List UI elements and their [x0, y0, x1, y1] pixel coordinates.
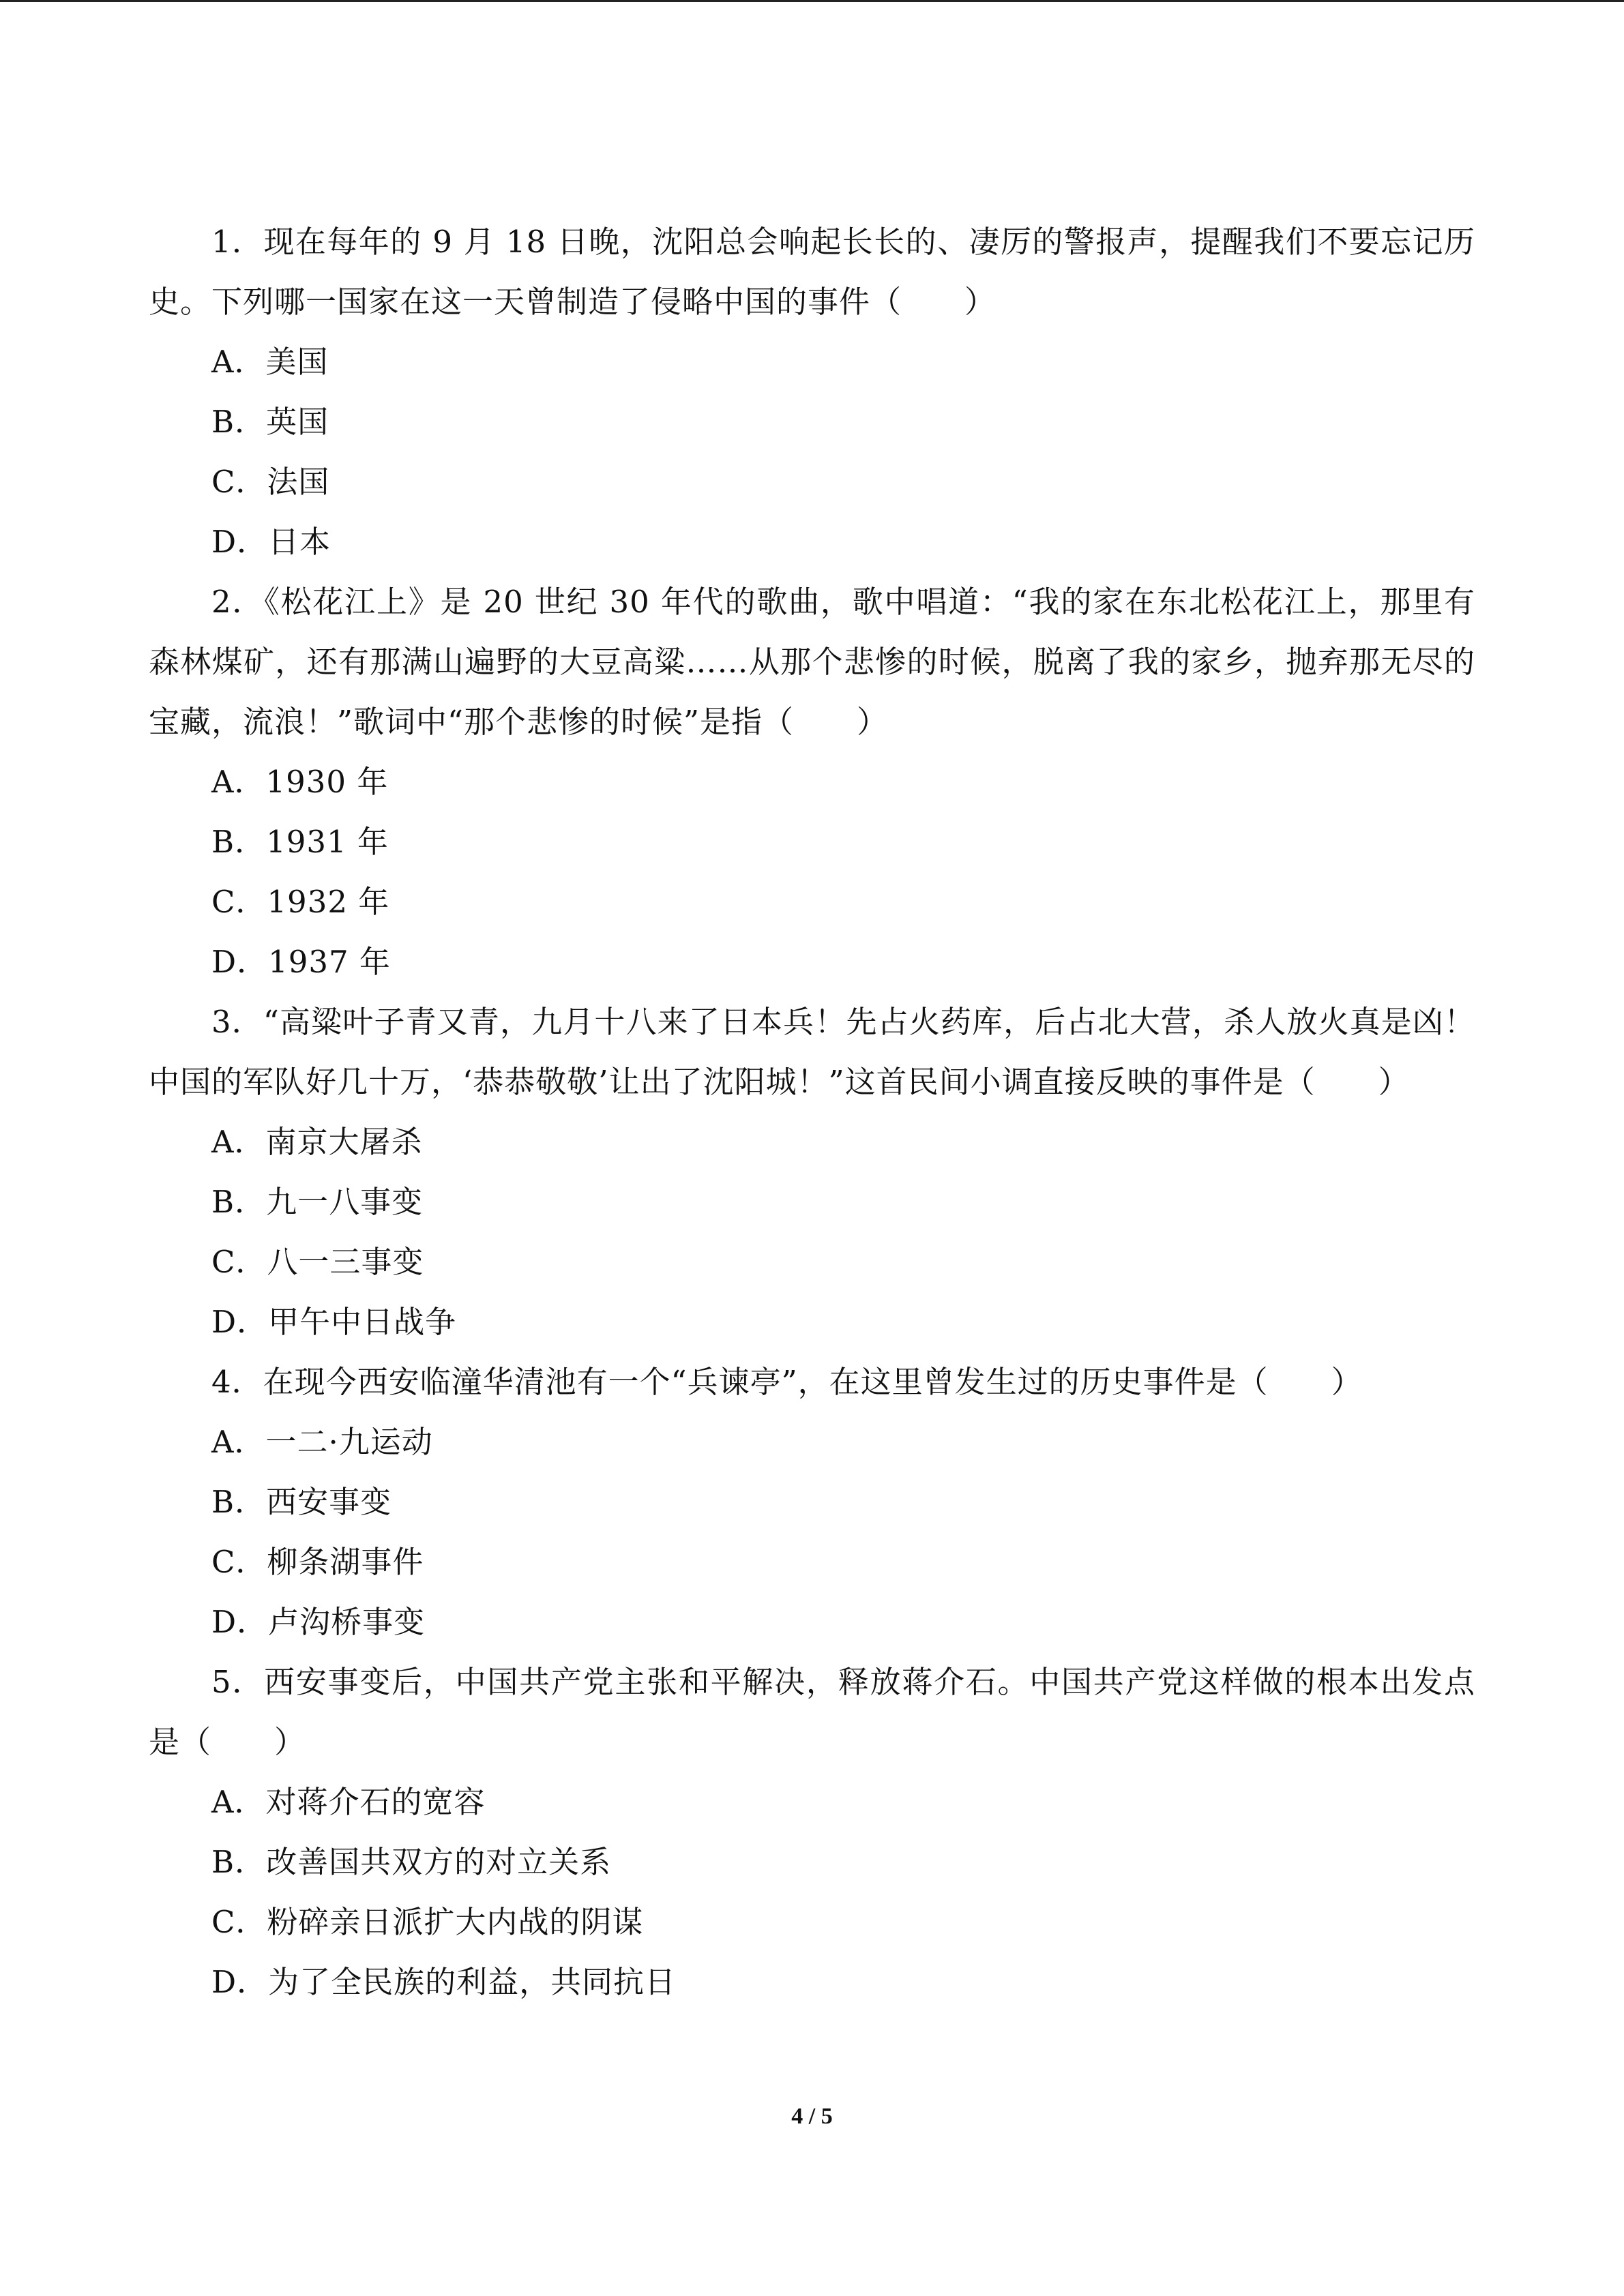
option-d: D．1937 年: [211, 944, 391, 980]
option-list: [149, 1112, 1475, 1352]
option-list: [149, 332, 1475, 572]
option-c: C．柳条湖事件: [211, 1544, 424, 1580]
option-b: B．1931 年: [211, 824, 389, 860]
option-c: C．八一三事变: [211, 1244, 424, 1280]
option-d: D．日本: [211, 524, 331, 560]
option-a: A．对蒋介石的宽容: [211, 1784, 486, 1820]
option-a: A．1930 年: [211, 764, 389, 800]
question-stem: 2．《松花江上》是 20 世纪 30 年代的歌曲，歌中唱道：“我的家在东北松花江上，那里有森林煤矿，还有那满山遍野的大豆高粱……从那个悲惨的时候，脱离了我的家乡，抛弃那无尽的宝藏，流浪！”歌词中“那个悲惨的时候”是指（ ）: [149, 584, 1475, 740]
page-number: 4 / 5: [791, 2104, 833, 2129]
option-list: [149, 1772, 1475, 2012]
question-5: [149, 1652, 1475, 2012]
option-d: D．为了全民族的利益，共同抗日: [211, 1964, 677, 2000]
question-4: [149, 1352, 1475, 1652]
question-list: [149, 212, 1475, 2012]
option-b: B．九一八事变: [211, 1184, 424, 1220]
question-stem: 1．现在每年的 9 月 18 日晚，沈阳总会响起长长的、凄厉的警报声，提醒我们不要忘记历史。下列哪一国家在这一天曾制造了侵略中国的事件（ ）: [149, 224, 1475, 320]
question-stem: 5．西安事变后，中国共产党主张和平解决，释放蒋介石。中国共产党这样做的根本出发点是（ ）: [149, 1664, 1475, 1760]
option-b: B．改善国共双方的对立关系: [211, 1844, 612, 1880]
question-stem: 4．在现今西安临潼华清池有一个“兵谏亭”，在这里曾发生过的历史事件是（ ）: [211, 1364, 1363, 1400]
option-b: B．西安事变: [211, 1484, 392, 1520]
option-d: D．卢沟桥事变: [211, 1604, 426, 1640]
option-a: A．美国: [211, 344, 329, 380]
question-2: [149, 572, 1475, 992]
option-a: A．一二·九运动: [211, 1424, 433, 1460]
question-stem: 3．“高粱叶子青又青，九月十八来了日本兵！先占火药库，后占北大营，杀人放火真是凶！中国的军队好几十万，‘恭恭敬敬’让出了沈阳城！”这首民间小调直接反映的事件是（ ）: [149, 1004, 1475, 1100]
question-1: [149, 212, 1475, 572]
option-c: C．1932 年: [211, 884, 390, 920]
option-c: C．法国: [211, 464, 330, 500]
option-c: C．粉碎亲日派扩大内战的阴谋: [211, 1904, 644, 1940]
option-b: B．英国: [211, 404, 329, 440]
option-a: A．南京大屠杀: [211, 1124, 423, 1160]
option-list: [149, 752, 1475, 992]
question-3: [149, 992, 1475, 1352]
option-list: [149, 1412, 1475, 1652]
option-d: D．甲午中日战争: [211, 1304, 457, 1340]
